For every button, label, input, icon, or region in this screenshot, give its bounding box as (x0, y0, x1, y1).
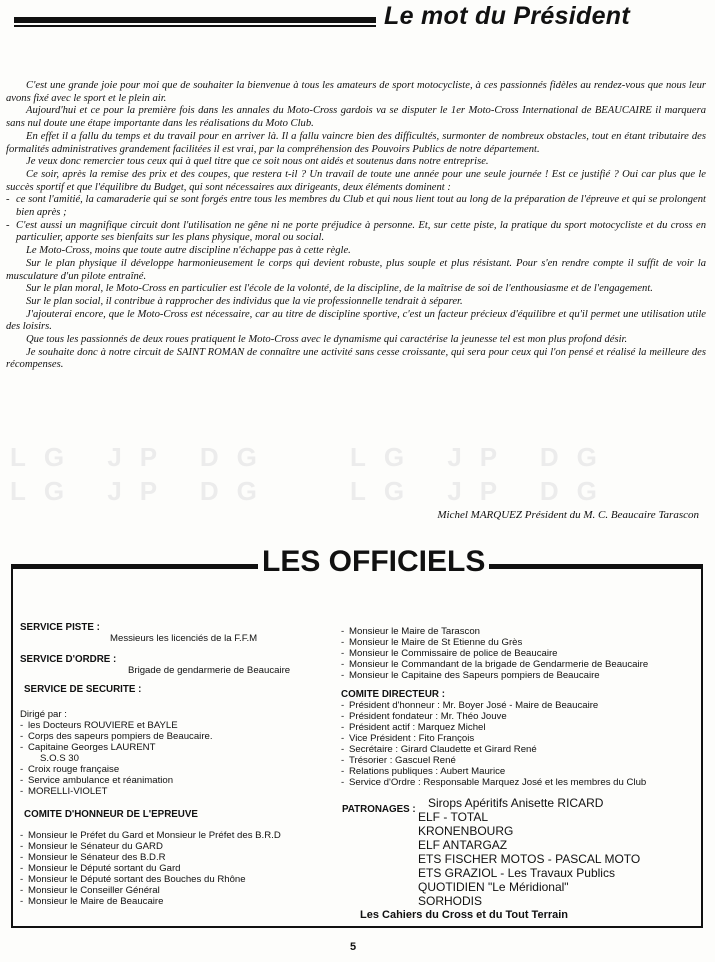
list-item: - Monsieur le Maire de St Etienne du Grès (341, 637, 701, 648)
cahiers-du-cross: Les Cahiers du Cross et du Tout Terrain (360, 909, 569, 921)
dirige-label: Dirigé par : (20, 709, 67, 720)
watermark-row-2: LG JP DG (350, 442, 615, 472)
list-item: - Monsieur le Sénateur des B.D.R (20, 852, 340, 863)
list-item: - Monsieur le Conseiller Général (20, 885, 340, 896)
list-item: - Monsieur le Capitaine des Sapeurs pompiers de Beaucaire (341, 670, 701, 681)
letter-paragraph: Sur le plan physique il développe harmonieusement le corps qui devient robuste, plus souple et plus résistant. Pour s'en rendre compte il suffit de voir la musculature d'un pilote entraîné. (6, 257, 706, 282)
service-ordre-heading: SERVICE D'ORDRE : (20, 654, 117, 665)
letter-paragraph: Aujourd'hui et ce pour la première fois dans les annales du Moto-Cross gardois va se disputer le 1er Moto-Cross International de BEAUCAIRE il marquera sans nul doute une étape importante dans les réalisations du Moto Club. (6, 105, 706, 130)
list-item: - Trésorier : Gascuel René (341, 755, 701, 766)
patronages-heading: PATRONAGES : (342, 804, 416, 815)
list-item: - Vice Président : Fito François (341, 733, 701, 744)
page-header (0, 0, 715, 40)
patronage-item: QUOTIDIEN "Le Méridional" (418, 880, 569, 894)
list-item: - Monsieur le Sénateur du GARD (20, 841, 340, 852)
signature: Michel MARQUEZ Président du M. C. Beaucaire Tarascon (437, 509, 699, 521)
service-piste-value: Messieurs les licenciés de la F.F.M (110, 633, 258, 644)
list-item: - Corps des sapeurs pompiers de Beaucaire. (20, 731, 340, 742)
page-title: Le mot du Président (384, 2, 631, 30)
header-rule (14, 17, 376, 23)
list-item: - Monsieur le Député sortant du Gard (20, 863, 340, 874)
watermark-row-1: LG JP DG (10, 442, 275, 472)
patronage-item: KRONENBOURG (418, 824, 514, 838)
patronage-item: ETS FISCHER MOTOS - PASCAL MOTO (418, 852, 641, 866)
letter-paragraph: Que tous les passionnés de deux roues pratiquent le Moto-Cross avec le dynamisme qui caractérise la jeunesse tel est mon plus profond désir. (26, 334, 628, 346)
officiels-right-column (341, 626, 701, 788)
list-item: - Capitaine Georges LAURENT (20, 742, 340, 753)
letter-paragraph: Je veux donc remercier tous ceux qui à quel titre que ce soit nous ont aidés et soutenus dans notre entreprise. (26, 156, 489, 168)
letter-paragraph: Sur le plan social, il contribue à rapprocher des individus que la vie professionnelle tendrait à séparer. (26, 295, 463, 307)
list-item: - Président fondateur : Mr. Théo Jouve (341, 711, 701, 722)
list-item: - Monsieur le Commissaire de police de Beaucaire (341, 648, 701, 659)
watermark-row-4: LG JP DG (350, 476, 615, 506)
securite-list-2 (20, 764, 340, 797)
list-item: - Président actif : Marquez Michel (341, 722, 701, 733)
letter-paragraph: Ce soir, après la remise des prix et des coupes, que restera t-il ? Un travail de toute une année pour une seule journée ! Est ce justifié ? Oui car plus que le succès sportif et que l'équilibre du Budget, qui sont nécessaires aux dirigeants, deux éléments dominent : (6, 168, 706, 193)
comite-honneur-heading: COMITE D'HONNEUR DE L'EPREUVE (24, 809, 198, 820)
list-item: - Président d'honneur : Mr. Boyer José - Maire de Beaucaire (341, 700, 701, 711)
list-item: - Monsieur le Maire de Beaucaire (20, 896, 340, 907)
list-item: - Monsieur le Député sortant des Bouches du Rhône (20, 874, 340, 885)
letter-paragraph: En effet il a fallu du temps et du travail pour en arriver là. Il a fallu vaincre bien des difficultés, surmonter de nombreux obstacles, tout en étant tributaire des formalités administratives grandement facilitées il est vrai, par la compréhension des Pouvoirs Publics de notre département. (6, 130, 706, 155)
patronage-item: Sirops Apéritifs Anisette RICARD (428, 796, 604, 810)
honneur-list-continued (341, 626, 701, 681)
service-securite-heading: SERVICE DE SECURITE : (24, 684, 142, 695)
service-ordre-value: Brigade de gendarmerie de Beaucaire (128, 665, 291, 676)
patronage-item: ETS GRAZIOL - Les Travaux Publics (418, 866, 615, 880)
watermark (0, 442, 715, 512)
title-rule-left (11, 566, 261, 569)
list-item: - Monsieur le Préfet du Gard et Monsieur le Préfet des B.R.D (20, 830, 340, 841)
letter-dash-item: - ce sont l'amitié, la camaraderie qui se sont forgés entre tous les membres du Club et qui nous lient tout au long de la préparation de l'épreuve et qui se prolongent bien après ; (6, 194, 706, 219)
page-number: 5 (350, 941, 357, 953)
letter-paragraph: J'ajouterai encore, que le Moto-Cross est nécessaire, car au titre de discipline sportive, c'est un facteur précieux d'équilibre et qu'il permet une utilisation utile des loisirs. (6, 308, 706, 333)
comite-directeur-heading: COMITE DIRECTEUR : (341, 689, 445, 700)
letter-dash-item: - C'est aussi un magnifique circuit dont l'utilisation ne gêne ni ne porte préjudice à personne. Et, sur cette piste, la pratique du sport motocycliste et du cross en particulier, apporte ses bienfaits sur les plans physique, moral ou social. (6, 220, 706, 245)
list-item: - Monsieur le Commandant de la brigade de Gendarmerie de Beaucaire (341, 659, 701, 670)
list-item: - les Docteurs ROUVIERE et BAYLE (20, 720, 340, 731)
list-item: - Monsieur le Maire de Tarascon (341, 626, 701, 637)
sos-number: S.O.S 30 (40, 753, 79, 764)
patronage-item: SORHODIS (418, 894, 483, 908)
list-item: - MORELLI-VIOLET (20, 786, 340, 797)
securite-list (20, 720, 340, 753)
list-item: - Secrétaire : Girard Claudette et Girard René (341, 744, 701, 755)
watermark-row-3: LG JP DG (10, 476, 275, 506)
list-item: - Service d'Ordre : Responsable Marquez José et les membres du Club (341, 777, 701, 788)
header-rule-thin (14, 25, 376, 27)
letter-paragraph: Sur le plan moral, le Moto-Cross en particulier est l'école de la volonté, de la discipline, de la maîtrise de soi de l'enthousiasme et de l'engagement. (26, 283, 653, 295)
letter-paragraph: Je souhaite donc à notre circuit de SAINT ROMAN de connaître une activité sans cesse croissante, qui sera pour ceux qui l'on pensé et réalisé la meilleure des récompenses. (6, 346, 706, 371)
officiels-left-column (20, 622, 340, 907)
honneur-list (20, 830, 340, 907)
list-item: - Service ambulance et réanimation (20, 775, 340, 786)
patronage-item: ELF - TOTAL (418, 810, 489, 824)
list-item: - Croix rouge française (20, 764, 340, 775)
title-rule-right (462, 566, 703, 569)
patronage-item: ELF ANTARGAZ (418, 838, 508, 852)
list-item: - Relations publiques : Aubert Maurice (341, 766, 701, 777)
service-piste-heading: SERVICE PISTE : (20, 622, 100, 633)
comite-directeur-list (341, 700, 701, 788)
letter-paragraph: Le Moto-Cross, moins que toute autre discipline n'échappe pas à cette règle. (26, 245, 351, 257)
officiels-title: LES OFFICIELS (258, 545, 489, 583)
letter-paragraph: C'est une grande joie pour moi que de souhaiter la bienvenue à tous les amateurs de sport motocycliste, à ces passionnés fidèles au rendez-vous que nous leur avons fixé avec le sport et le plein air. (6, 80, 706, 104)
president-letter (6, 80, 706, 372)
